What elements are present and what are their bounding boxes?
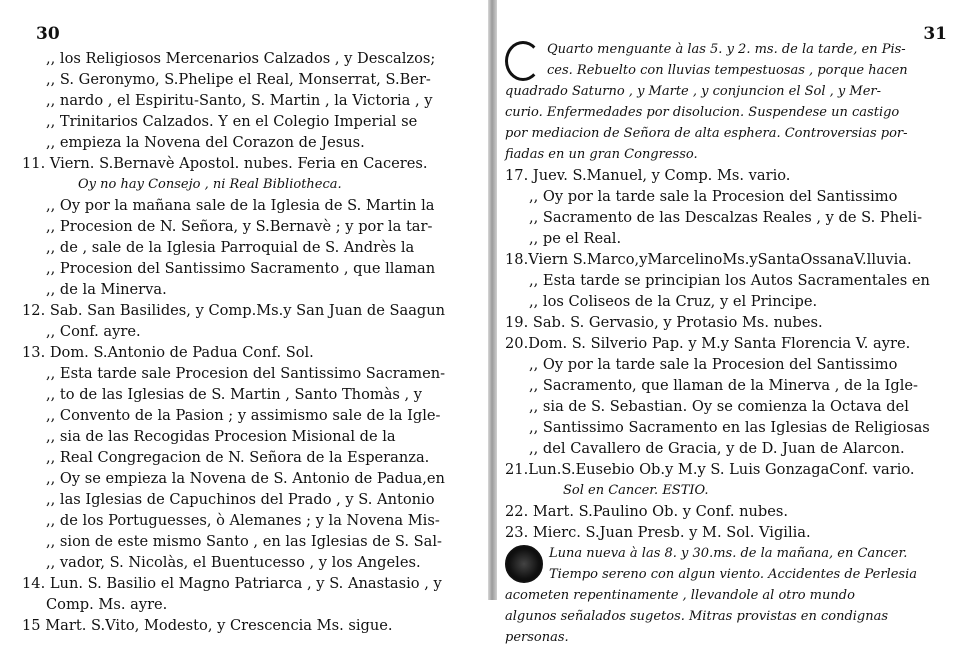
text-line: ,, Sacramento, que llaman de la Minerva , de la Igle- xyxy=(529,377,918,394)
moon-new-block xyxy=(505,543,955,648)
day-entry-line: 14. Lun. S. Basilio el Magno Patriarca , y S. Anastasio , y xyxy=(22,575,442,592)
text-line: Sol en Cancer. ESTIO. xyxy=(563,483,709,498)
moon-quarter-block xyxy=(505,39,955,165)
day-entry-line: 22. Mart. S.Paulino Ob. y Conf. nubes. xyxy=(505,503,789,520)
text-line: ,, Oy por la tarde sale la Procesion del Santissimo xyxy=(529,188,898,205)
book-gutter xyxy=(488,0,497,600)
text-line: ,, Procesion del Santissimo Sacramento , que llaman xyxy=(46,260,436,277)
text-line: ,, del Cavallero de Gracia, y de D. Juan de Alarcon. xyxy=(529,440,905,457)
text-line: ,, de la Minerva. xyxy=(46,281,167,298)
text-line: ,, Sacramento de las Descalzas Reales , y de S. Pheli- xyxy=(529,209,923,226)
day-entry-line: 20.Dom. S. Silverio Pap. y M.y Santa Florencia V. ayre. xyxy=(505,335,911,352)
day-entry-line: 17. Juev. S.Manuel, y Comp. Ms. vario. xyxy=(505,167,791,184)
text-line: Oy no hay Consejo , ni Real Bibliotheca. xyxy=(78,177,342,192)
day-entry-line: 23. Mierc. S.Juan Presb. y M. Sol. Vigilia. xyxy=(505,524,811,541)
moon-text-line: Tiempo sereno con algun viento. Accidentes de Perlesia xyxy=(549,567,917,582)
text-line: ,, Procesion de N. Señora, y S.Bernavè ; y por la tar- xyxy=(46,218,433,235)
text-line: ,, Conf. ayre. xyxy=(46,323,141,340)
text-line: ,, de los Portuguesses, ò Alemanes ; y la Novena Mis- xyxy=(46,512,440,529)
moon-text-line: Quarto menguante à las 5. y 2. ms. de la tarde, en Pis- xyxy=(547,42,906,57)
moon-text-line: fiadas en un gran Congresso. xyxy=(505,147,698,162)
text-line: ,, sia de las Recogidas Procesion Misional de la xyxy=(46,428,396,445)
page-number-left: 30 xyxy=(36,24,60,44)
text-line: ,, empieza la Novena del Corazon de Jesus. xyxy=(46,134,365,151)
text-line: ,, sia de S. Sebastian. Oy se comienza la Octava del xyxy=(529,398,909,415)
moon-text-line: curio. Enfermedades por disolucion. Suspendese un castigo xyxy=(505,105,900,120)
text-line: ,, Esta tarde se principian los Autos Sacramentales en xyxy=(529,272,930,289)
moon-text-line: ces. Rebuelto con lluvias tempestuosas , porque hacen xyxy=(547,63,908,78)
moon-text-line: personas. xyxy=(505,630,569,645)
text-line: ,, nardo , el Espiritu-Santo, S. Martin , la Victoria , y xyxy=(46,92,433,109)
moon-text-line: algunos señalados sugetos. Mitras provistas en condignas xyxy=(505,609,889,624)
text-line: ,, Oy se empieza la Novena de S. Antonio de Padua,en xyxy=(46,470,445,487)
text-line: ,, de , sale de la Iglesia Parroquial de S. Andrès la xyxy=(46,239,415,256)
text-line: ,, las Iglesias de Capuchinos del Prado , y S. Antonio xyxy=(46,491,435,508)
day-entry-line: 21.Lun.S.Eusebio Ob.y M.y S. Luis GonzagaConf. vario. xyxy=(505,461,915,478)
text-line: Comp. Ms. ayre. xyxy=(46,596,168,613)
text-line: ,, pe el Real. xyxy=(529,230,622,247)
day-entry-line: 19. Sab. S. Gervasio, y Protasio Ms. nubes. xyxy=(505,314,823,331)
text-line: ,, Convento de la Pasion ; y assimismo sale de la Igle- xyxy=(46,407,441,424)
text-line: ,, vador, S. Nicolàs, el Buentucesso , y los Angeles. xyxy=(46,554,421,571)
text-line: ,, Oy por la tarde sale la Procesion del Santissimo xyxy=(529,356,898,373)
text-line: ,, los Religiosos Mercenarios Calzados , y Descalzos; xyxy=(46,50,436,67)
day-entry-line: 18.Viern S.Marco,yMarcelinoMs.ySantaOssanaV.lluvia. xyxy=(505,251,912,268)
day-entry-line: 11. Viern. S.Bernavè Apostol. nubes. Feria en Caceres. xyxy=(22,155,428,172)
text-line: ,, sion de este mismo Santo , en las Iglesias de S. Sal- xyxy=(46,533,442,550)
right-page xyxy=(497,0,961,645)
text-line: ,, Trinitarios Calzados. Y en el Colegio Imperial se xyxy=(46,113,418,130)
moon-text-line: por mediacion de Señora de alta esphera. Controversias por- xyxy=(505,126,908,141)
left-page xyxy=(0,0,488,634)
moon-text-line: acometen repentinamente , llevandole al otro mundo xyxy=(505,588,855,603)
text-line: ,, Oy por la mañana sale de la Iglesia de S. Martin la xyxy=(46,197,435,214)
right-page-text xyxy=(505,39,955,648)
day-entry-line: 13. Dom. S.Antonio de Padua Conf. Sol. xyxy=(22,344,314,361)
text-line: ,, to de las Iglesias de S. Martin , Santo Thomàs , y xyxy=(46,386,423,403)
new-moon-icon xyxy=(505,545,543,583)
day-entry-line: 15 Mart. S.Vito, Modesto, y Crescencia Ms. sigue. xyxy=(22,617,393,634)
text-line: ,, Esta tarde sale Procesion del Santissimo Sacramen- xyxy=(46,365,446,382)
text-line: ,, los Coliseos de la Cruz, y el Principe. xyxy=(529,293,818,310)
moon-text-line: quadrado Saturno , y Marte , y conjuncion el Sol , y Mer- xyxy=(505,84,882,99)
text-line: ,, Real Congregacion de N. Señora de la Esperanza. xyxy=(46,449,430,466)
left-page-text xyxy=(22,48,484,636)
day-entry-line: 12. Sab. San Basilides, y Comp.Ms.y San Juan de Saagun xyxy=(22,302,446,319)
text-line: ,, Santissimo Sacramento en las Iglesias de Religiosas xyxy=(529,419,930,436)
page-number-right: 31 xyxy=(923,24,947,44)
moon-text-line: Luna nueva à las 8. y 30.ms. de la mañana, en Cancer. xyxy=(549,546,908,561)
text-line: ,, S. Geronymo, S.Phelipe el Real, Monserrat, S.Ber- xyxy=(46,71,431,88)
waning-moon-icon xyxy=(505,41,541,81)
